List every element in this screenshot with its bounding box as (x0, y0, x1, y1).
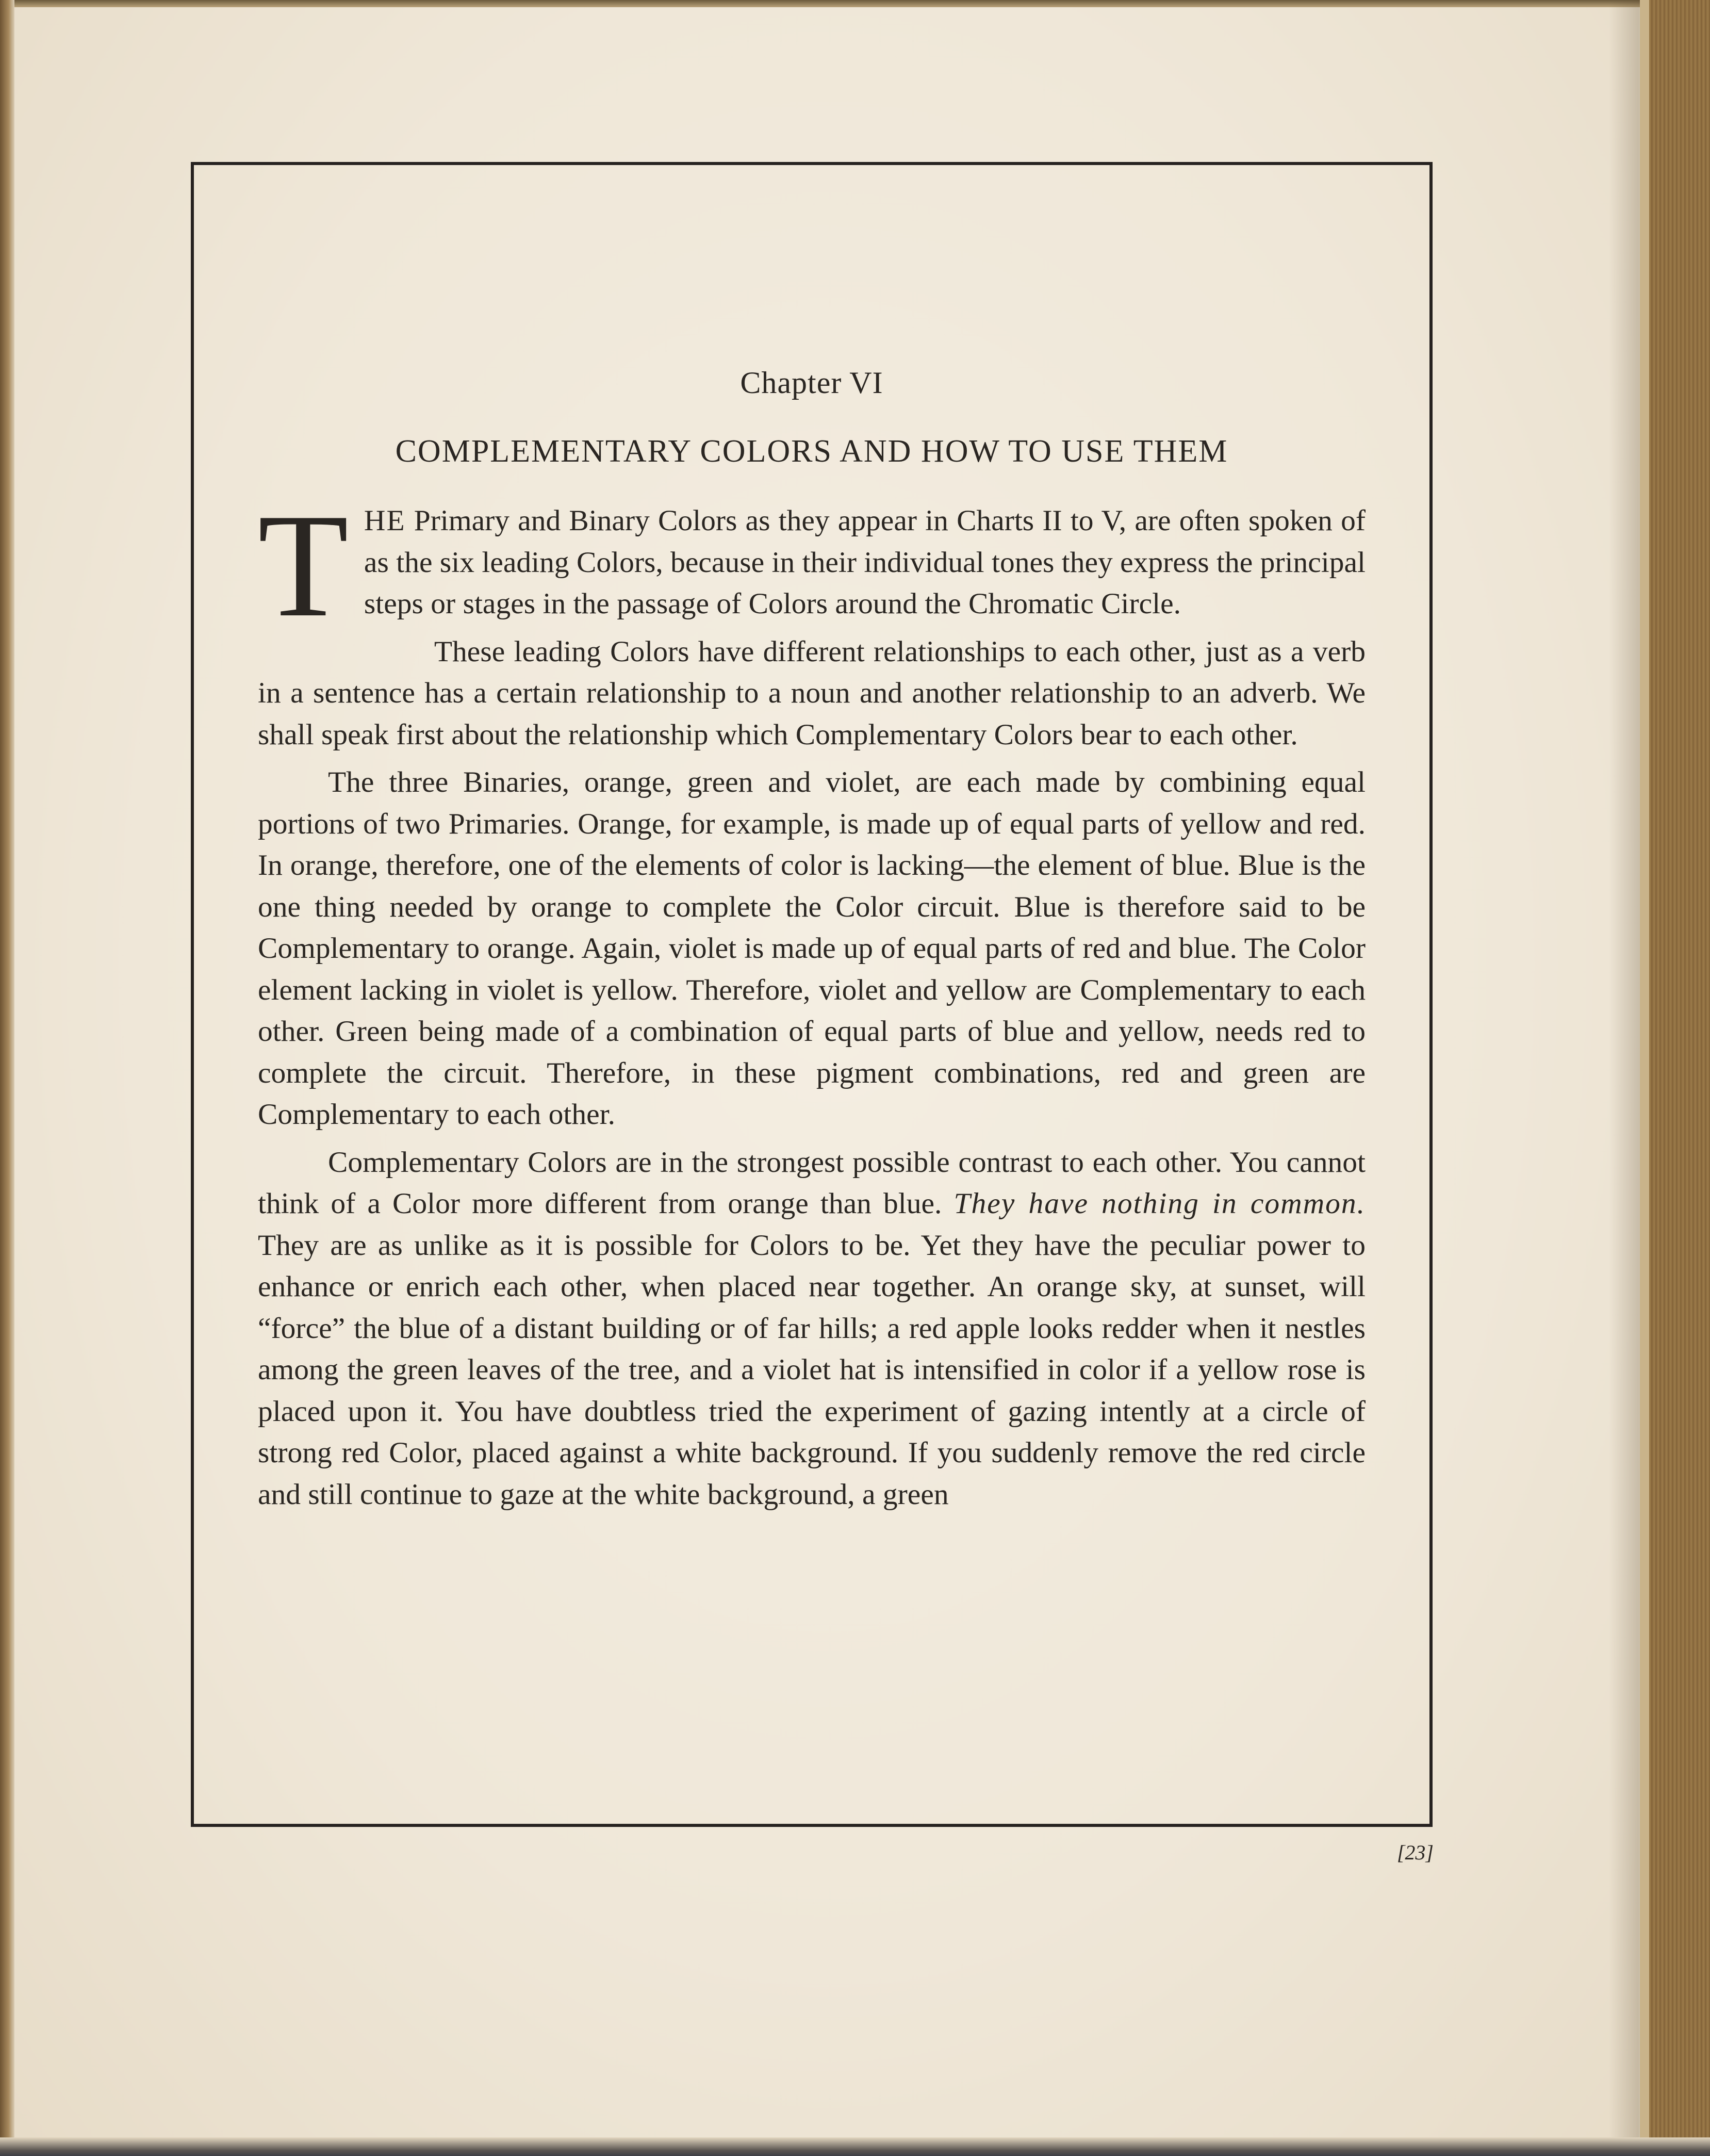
drop-cap: T (258, 483, 349, 648)
paragraph-1-text: Primary and Binary Colors as they appear in Charts II to V, are often spoken of as the six leading Colors, because in their individual tones they express the principal steps or stages in the passage of Colors around the Chromatic Circle. (364, 504, 1366, 620)
paragraph-2: These leading Colors have different relationships to each other, just as a verb in a sentence has a certain relationship to a noun and another relationship to an adverb. We shall speak first about the relationship which Complementary Colors bear to each other. (258, 635, 1366, 751)
paragraph-4-text-before: Complementary Colors are in the strongest possible contrast to each other. You cannot think of a Color more different from orange than blue. (258, 1146, 1366, 1220)
paragraph-4-text-after: They are as unlike as it is possible for Colors to be. Yet they have the peculiar power to enhance or enrich each other, when placed near together. An orange sky, at sunset, will “force” the blue of a distant building or of far hills; a red apple looks redder when it nestles among the green leaves of the tree, and a violet hat is intensified in color if a yellow rose is placed upon it. You have doubtless tried the experiment of gazing intently at a circle of strong red Color, placed against a white background. If you suddenly remove the red circle and still continue to gaze at the white background, a green (258, 1229, 1366, 1511)
chapter-label: Chapter VI (740, 366, 883, 400)
book-edge-left (0, 0, 14, 2156)
book-edge-top (0, 0, 1710, 7)
body-text (258, 483, 1366, 1522)
paragraph-3: The three Binaries, orange, green and violet, are each made by combining equal portions of two Primaries. Orange, for example, is made up of equal parts of yellow and red. In orange, therefore, one of the elements of color is lacking—the element of blue. Blue is the one thing needed by orange to complete the Color circuit. Blue is therefore said to be Complementary to orange. Again, violet is made up of equal parts of red and blue. The Color element lacking in violet is yellow. Therefore, violet and yellow are Complementary to each other. Green being made of a combination of equal parts of blue and yellow, needs red to complete the circuit. Therefore, in these pigment combinations, red and green are Complementary to each other. (258, 766, 1366, 1131)
page-edge-right (1640, 0, 1649, 2156)
book-cover-edge-right (1640, 0, 1710, 2156)
small-caps-lead: HE (364, 504, 406, 537)
gutter-shadow (1609, 0, 1640, 2156)
emphasis-text: They have nothing in common. (953, 1187, 1366, 1220)
chapter-title: COMPLEMENTARY COLORS AND HOW TO USE THEM (395, 434, 1228, 469)
paragraph-1 (258, 483, 1366, 648)
book-edge-bottom (0, 2137, 1710, 2156)
paragraph-4 (258, 1142, 1366, 1516)
page-number: [23] (1396, 1841, 1434, 1864)
